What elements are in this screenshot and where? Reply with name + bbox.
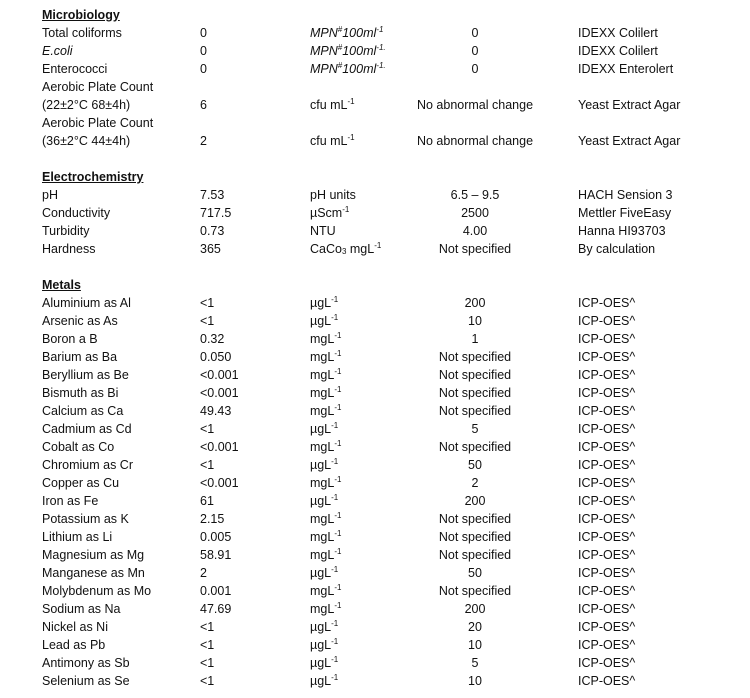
unit-superscript: -1 [347,133,355,142]
limit-value: Not specified [438,350,512,364]
method: ICP-OES^ [578,638,636,652]
unit-superscript: # [337,43,343,52]
result-value: <0.001 [200,476,239,490]
limit-value: Not specified [438,386,512,400]
method: ICP-OES^ [578,350,636,364]
result-value: 0.001 [200,584,232,598]
unit-superscript: -1 [376,25,384,34]
unit-base: µgL [310,494,332,508]
result-value: 0 [200,26,207,40]
parameter-name: (22±2°C 68±4h) [42,98,131,112]
method: ICP-OES^ [578,404,636,418]
unit-superscript: -1 [334,601,342,610]
unit-rest: mgL [346,242,375,256]
unit [310,564,338,582]
method: ICP-OES^ [578,332,636,346]
result-value: 6 [200,98,207,112]
method: ICP-OES^ [578,674,636,688]
unit-base: pH units [310,188,356,202]
parameter-name: Molybdenum as Mo [42,584,152,598]
method: Mettler FiveEasy [578,206,672,220]
unit [310,636,338,654]
table-row [0,492,750,510]
table-row [0,600,750,618]
parameter-name: E.coli [42,44,73,58]
result-value: 61 [200,494,214,508]
method: ICP-OES^ [578,530,636,544]
unit-superscript: # [337,25,343,34]
limit-value: 50 [468,566,482,580]
unit-base: mgL [310,368,335,382]
result-value: 2 [200,566,207,580]
unit [310,618,338,636]
unit-base: µgL [310,314,332,328]
parameter-name: Iron as Fe [42,494,99,508]
result-value: <1 [200,620,215,634]
result-value: 2.15 [200,512,225,526]
unit-superscript: -1 [334,385,342,394]
table-row [0,330,750,348]
parameter-name: Copper as Cu [42,476,120,490]
unit [310,438,341,456]
limit-value: 5 [471,422,479,436]
unit-base: µgL [310,566,332,580]
unit-base: µgL [310,638,332,652]
unit [310,672,338,690]
method: ICP-OES^ [578,512,636,526]
result-value: <1 [200,638,215,652]
unit [310,132,355,150]
limit-value: 10 [468,314,482,328]
section-title: Metals [42,278,81,292]
unit-base: µgL [310,620,332,634]
result-value: <0.001 [200,440,239,454]
table-row [0,438,750,456]
table-row [0,528,750,546]
unit-superscript: -1 [331,655,339,664]
unit [310,420,338,438]
table-row [0,42,750,60]
unit-superscript: -1 [331,637,339,646]
method: ICP-OES^ [578,476,636,490]
result-value: <1 [200,458,215,472]
result-value: 0.32 [200,332,225,346]
result-value: 2 [200,134,207,148]
table-row [0,204,750,222]
table-row [0,384,750,402]
result-value: 0 [200,62,207,76]
limit-value: 10 [468,638,482,652]
limit-value: 2500 [461,206,489,220]
unit-superscript: -1 [334,349,342,358]
unit-superscript: -1. [376,43,386,52]
table-row [0,636,750,654]
limit-value: Not specified [438,512,512,526]
parameter-name: Cobalt as Co [42,440,115,454]
table-row [0,348,750,366]
method: Yeast Extract Agar [578,134,681,148]
result-value: 717.5 [200,206,232,220]
unit [310,456,338,474]
unit [310,546,341,564]
limit-value: 200 [464,296,486,310]
table-row [0,402,750,420]
table-row [0,546,750,564]
section-title: Microbiology [42,8,120,22]
parameter-name: Conductivity [42,206,111,220]
table-row [0,186,750,204]
unit [310,222,336,240]
parameter-name: (36±2°C 44±4h) [42,134,131,148]
table-row [0,672,750,690]
table-row [0,60,750,78]
method: ICP-OES^ [578,656,636,670]
unit [310,312,338,330]
unit-base: µgL [310,458,332,472]
unit-base: MPN [310,26,338,40]
unit [310,24,383,42]
table-row [0,366,750,384]
method: By calculation [578,242,656,256]
unit-superscript: -1 [331,313,339,322]
parameter-name: Beryllium as Be [42,368,129,382]
table-row [0,510,750,528]
result-value: <0.001 [200,386,239,400]
unit-base: mgL [310,584,335,598]
parameter-name: Aerobic Plate Count [42,116,154,130]
unit [310,294,338,312]
unit [310,600,341,618]
parameter-name: Cadmium as Cd [42,422,132,436]
limit-value: Not specified [438,368,512,382]
unit [310,402,341,420]
limit-value: Not specified [438,530,512,544]
unit [310,204,349,222]
parameter-name: Enterococci [42,62,108,76]
unit-superscript: -1 [331,619,339,628]
parameter-name: Bismuth as Bi [42,386,119,400]
result-value: <1 [200,314,215,328]
limit-value: 5 [471,656,479,670]
parameter-name: Lithium as Li [42,530,113,544]
result-value: 58.91 [200,548,232,562]
table-row [0,312,750,330]
result-value: <0.001 [200,368,239,382]
parameter-name: Sodium as Na [42,602,121,616]
limit-value: 2 [471,476,479,490]
limit-value: 0 [471,44,479,58]
method: ICP-OES^ [578,548,636,562]
limit-value: 6.5 – 9.5 [450,188,500,202]
limit-value: Not specified [438,404,512,418]
result-value: <1 [200,422,215,436]
limit-value: 20 [468,620,482,634]
unit-superscript: -1 [331,457,339,466]
unit-base: µgL [310,674,332,688]
table-row [0,132,750,150]
parameter-name: Manganese as Mn [42,566,145,580]
result-value: 49.43 [200,404,232,418]
unit [310,528,341,546]
method: ICP-OES^ [578,620,636,634]
unit-rest: 100ml [342,44,377,58]
result-value: 365 [200,242,221,256]
parameter-name: Nickel as Ni [42,620,108,634]
table-row [0,474,750,492]
unit [310,474,341,492]
unit-superscript: # [337,61,343,70]
unit [310,492,338,510]
table-row [0,618,750,636]
unit-superscript: -1 [334,511,342,520]
unit [310,42,386,60]
unit-superscript: -1 [334,583,342,592]
method: ICP-OES^ [578,602,636,616]
method: ICP-OES^ [578,422,636,436]
limit-value: 1 [471,332,479,346]
unit-superscript: -1 [331,673,339,682]
result-value: 0.005 [200,530,232,544]
section-title: Electrochemistry [42,170,144,184]
table-row [0,582,750,600]
unit-base: µgL [310,656,332,670]
unit-base: µgL [310,296,332,310]
parameter-name: Aerobic Plate Count [42,80,154,94]
parameter-name: Aluminium as Al [42,296,131,310]
unit [310,96,355,114]
method: ICP-OES^ [578,314,636,328]
unit-superscript: -1 [334,529,342,538]
unit-superscript: -1 [331,295,339,304]
unit-base: mgL [310,476,335,490]
result-value: 0.73 [200,224,225,238]
table-row [0,222,750,240]
method: IDEXX Colilert [578,44,658,58]
unit-rest: 100ml [342,26,377,40]
unit-base: MPN [310,62,338,76]
unit-superscript: -1 [374,241,382,250]
table-row [0,96,750,114]
unit [310,384,341,402]
unit-base: mgL [310,404,335,418]
method: IDEXX Colilert [578,26,658,40]
unit-superscript: -1 [331,493,339,502]
parameter-name: pH [42,188,58,202]
parameter-name: Turbidity [42,224,90,238]
parameter-name: Total coliforms [42,26,122,40]
unit [310,366,341,384]
method: ICP-OES^ [578,458,636,472]
unit-superscript: -1 [334,403,342,412]
parameter-name: Potassium as K [42,512,129,526]
method: ICP-OES^ [578,584,636,598]
parameter-name: Barium as Ba [42,350,118,364]
unit-base: CaCo [310,242,342,256]
unit-superscript: -1. [376,61,386,70]
method: Hanna HI93703 [578,224,666,238]
limit-value: Not specified [438,584,512,598]
limit-value: 200 [464,602,486,616]
parameter-name: Boron a B [42,332,98,346]
unit-superscript: -1 [331,565,339,574]
unit [310,582,341,600]
method: ICP-OES^ [578,440,636,454]
result-value: <1 [200,296,215,310]
table-row [0,24,750,42]
table-row [0,114,750,132]
unit-superscript: -1 [342,205,350,214]
unit-base: µScm [310,206,343,220]
unit-superscript: -1 [334,547,342,556]
limit-value: Not specified [438,242,512,256]
parameter-name: Antimony as Sb [42,656,130,670]
parameter-name: Lead as Pb [42,638,106,652]
unit-base: mgL [310,386,335,400]
result-value: 0.050 [200,350,232,364]
limit-value: Not specified [438,548,512,562]
result-value: <1 [200,656,215,670]
unit-base: cfu mL [310,98,348,112]
unit-base: NTU [310,224,336,238]
unit-base: mgL [310,548,335,562]
limit-value: 200 [464,494,486,508]
limit-value: No abnormal change [416,134,534,148]
unit-base: µgL [310,422,332,436]
unit [310,60,386,78]
table-row [0,654,750,672]
table-row [0,456,750,474]
result-value: 0 [200,44,207,58]
method: ICP-OES^ [578,296,636,310]
limit-value: 0 [471,26,479,40]
parameter-name: Chromium as Cr [42,458,133,472]
unit-superscript: -1 [334,367,342,376]
result-value: 47.69 [200,602,232,616]
unit-base: cfu mL [310,134,348,148]
limit-value: 10 [468,674,482,688]
unit [310,654,338,672]
limit-value: No abnormal change [416,98,534,112]
method: ICP-OES^ [578,368,636,382]
parameter-name: Magnesium as Mg [42,548,145,562]
unit-base: mgL [310,602,335,616]
method: HACH Sension 3 [578,188,673,202]
unit-base: mgL [310,350,335,364]
unit-superscript: -1 [334,475,342,484]
unit [310,240,381,258]
unit-rest: 100ml [342,62,377,76]
method: IDEXX Enterolert [578,62,674,76]
unit-superscript: -1 [334,439,342,448]
method: Yeast Extract Agar [578,98,681,112]
parameter-name: Calcium as Ca [42,404,124,418]
table-row [0,564,750,582]
table-row [0,420,750,438]
unit-superscript: -1 [334,331,342,340]
parameter-name: Selenium as Se [42,674,130,688]
unit-superscript: -1 [347,97,355,106]
unit-base: MPN [310,44,338,58]
limit-value: 50 [468,458,482,472]
unit-base: mgL [310,530,335,544]
unit [310,510,341,528]
result-value: 7.53 [200,188,225,202]
unit-base: mgL [310,512,335,526]
limit-value: 4.00 [462,224,488,238]
method: ICP-OES^ [578,386,636,400]
unit-base: mgL [310,332,335,346]
limit-value: 0 [471,62,479,76]
table-row [0,78,750,96]
parameter-name: Hardness [42,242,96,256]
method: ICP-OES^ [578,494,636,508]
unit [310,186,356,204]
unit-subscript: 3 [341,247,347,256]
table-row [0,294,750,312]
unit-base: mgL [310,440,335,454]
unit [310,330,341,348]
unit [310,348,341,366]
method: ICP-OES^ [578,566,636,580]
limit-value: Not specified [438,440,512,454]
result-value: <1 [200,674,215,688]
unit-superscript: -1 [331,421,339,430]
parameter-name: Arsenic as As [42,314,118,328]
table-row [0,240,750,258]
